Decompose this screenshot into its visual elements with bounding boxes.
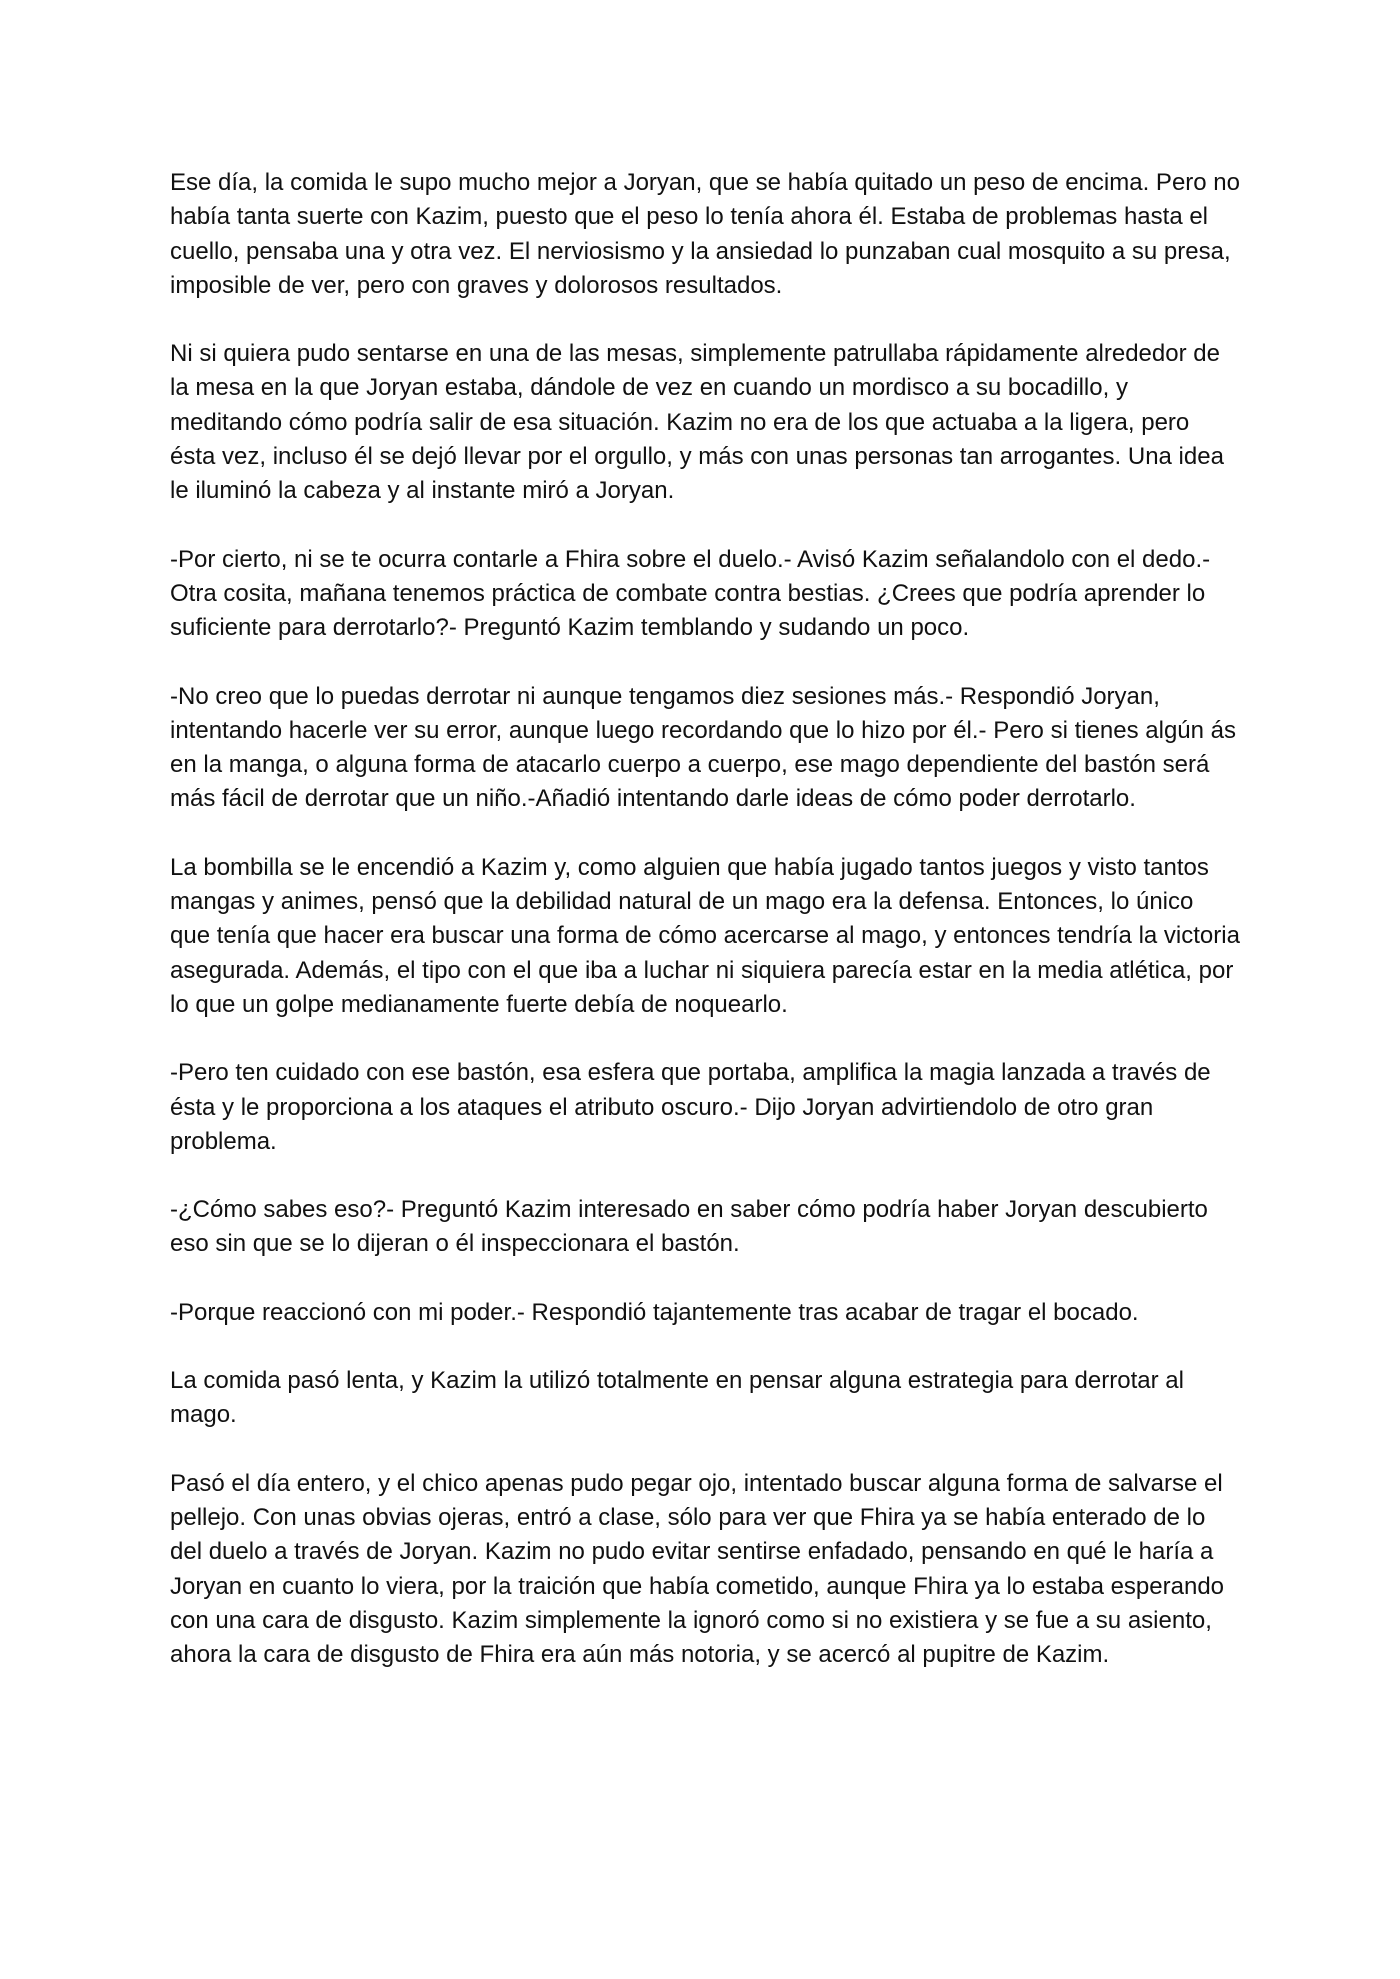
paragraph: La comida pasó lenta, y Kazim la utilizó totalmente en pensar alguna estrategia para derrotar al mago. [170, 1367, 1184, 1429]
paragraph: Pasó el día entero, y el chico apenas pudo pegar ojo, intentado buscar alguna forma de salvarse el pellejo. Con unas obvias ojeras, entró a clase, sólo para ver que Fhira ya se había enterado de lo del duelo a través de Joryan. Kazim no pudo evitar sentirse enfadado, pensando en qué le haría a Joryan en cuanto lo viera, por la traición que había cometido, aunque Fhira ya lo estaba esperando con una cara de disgusto. Kazim simplemente la ignoró como si no existiera y se fue a su asiento, ahora la cara de disgusto de Fhira era aún más notoria, y se acercó al pupitre de Kazim. [170, 1469, 1225, 1669]
paragraph: -No creo que lo puedas derrotar ni aunque tengamos diez sesiones más.- Respondió Joryan, intentando hacerle ver su error, aunque luego recordando que lo hizo por él.- Pero si tienes algún ás en la manga, o alguna forma de atacarlo cuerpo a cuerpo, ese mago dependiente del bastón será más fácil de derrotar que un niño.-Añadió intentando darle ideas de cómo poder derrotarlo. [170, 682, 1237, 813]
paragraph: Ni si quiera pudo sentarse en una de las mesas, simplemente patrullaba rápidamente alrededor de la mesa en la que Joryan estaba, dándole de vez en cuando un mordisco a su bocadillo, y meditando cómo podría salir de esa situación. Kazim no era de los que actuaba a la ligera, pero ésta vez, incluso él se dejó llevar por el orgullo, y más con unas personas tan arrogantes. Una idea le iluminó la cabeza y al instante miró a Joryan. [170, 340, 1224, 505]
paragraph: La bombilla se le encendió a Kazim y, como alguien que había jugado tantos juegos y visto tantos mangas y animes, pensó que la debilidad natural de un mago era la defensa. Entonces, lo único que tenía que hacer era buscar una forma de cómo acercarse al mago, y entonces tendría la victoria asegurada. Además, el tipo con el que iba a luchar ni siquiera parecía estar en la media atlética, por lo que un golpe medianamente fuerte debía de noquearlo. [170, 853, 1240, 1018]
paragraph: Ese día, la comida le supo mucho mejor a Joryan, que se había quitado un peso de encima. Pero no había tanta suerte con Kazim, puesto que el peso lo tenía ahora él. Estaba de problemas hasta el cuello, pensaba una y otra vez. El nerviosismo y la ansiedad lo punzaban cual mosquito a su presa, imposible de ver, pero con graves y dolorosos resultados. [170, 169, 1240, 299]
paragraph: -Por cierto, ni se te ocurra contarle a Fhira sobre el duelo.- Avisó Kazim señalandolo con el dedo.- Otra cosita, mañana tenemos práctica de combate contra bestias. ¿Crees que podría aprender lo suficiente para derrotarlo?- Preguntó Kazim temblando y sudando un poco. [170, 545, 1211, 642]
paragraph: -Porque reaccionó con mi poder.- Respondió tajantemente tras acabar de tragar el bocado. [170, 1298, 1139, 1326]
paragraph: -Pero ten cuidado con ese bastón, esa esfera que portaba, amplifica la magia lanzada a través de ésta y le proporciona a los ataques el atributo oscuro.- Dijo Joryan advirtiendolo de otro gran problema. [170, 1059, 1211, 1155]
document-page [170, 166, 1240, 1706]
paragraph: -¿Cómo sabes eso?- Preguntó Kazim interesado en saber cómo podría haber Joryan descubierto eso sin que se lo dijeran o él inspeccionara el bastón. [170, 1196, 1208, 1258]
